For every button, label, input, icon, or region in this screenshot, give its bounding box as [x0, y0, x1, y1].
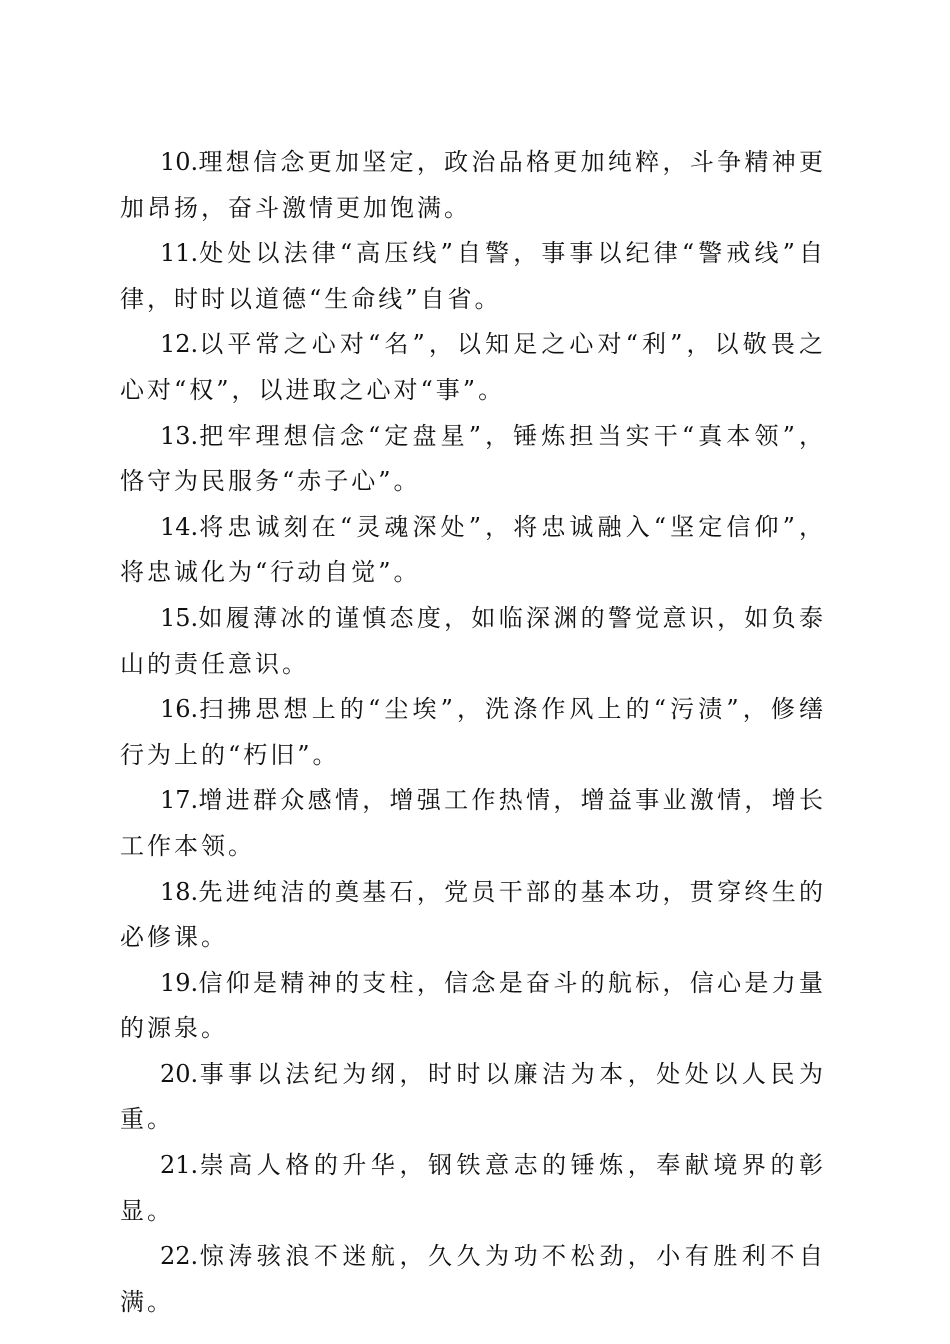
list-item	[120, 596, 826, 687]
item-number: 20.	[160, 1059, 199, 1088]
document-body	[120, 140, 826, 1325]
item-number: 15.	[160, 603, 199, 632]
item-number: 11.	[160, 239, 199, 268]
item-number: 21.	[160, 1151, 199, 1180]
item-number: 22.	[160, 1242, 199, 1271]
item-number: 10.	[160, 148, 199, 176]
item-text: 先进纯洁的奠基石，党员干部的基本功，贯穿终生的必修课。	[120, 877, 826, 952]
item-text: 将忠诚刻在“灵魂深处”，将忠诚融入“坚定信仰”，将忠诚化为“行动自觉”。	[120, 512, 826, 587]
item-text: 以平常之心对“名”，以知足之心对“利”，以敬畏之心对“权”，以进取之心对“事”。	[120, 330, 826, 404]
item-number: 14.	[160, 512, 199, 541]
item-text: 信仰是精神的支柱，信念是奋斗的航标，信心是力量的源泉。	[120, 968, 826, 1043]
item-number: 18.	[160, 877, 199, 906]
item-text: 把牢理想信念“定盘星”，锤炼担当实干“真本领”，恪守为民服务“赤子心”。	[120, 421, 826, 496]
list-item	[120, 687, 826, 778]
list-item	[120, 1234, 826, 1325]
list-item	[120, 1143, 826, 1234]
item-number: 16.	[160, 695, 199, 724]
item-text: 扫拂思想上的“尘埃”，洗涤作风上的“污渍”，修缮行为上的“朽旧”。	[120, 695, 826, 769]
item-number: 19.	[160, 968, 199, 997]
item-number: 12.	[160, 330, 199, 359]
item-number: 13.	[160, 421, 199, 450]
list-item	[120, 414, 826, 505]
list-item	[120, 870, 826, 961]
list-item	[120, 1052, 826, 1143]
item-text: 惊涛骇浪不迷航，久久为功不松劲，小有胜利不自满。	[120, 1242, 826, 1316]
list-item	[120, 140, 826, 231]
item-text: 事事以法纪为纲，时时以廉洁为本，处处以人民为重。	[120, 1059, 826, 1134]
list-item	[120, 505, 826, 596]
item-number: 17.	[160, 786, 199, 815]
list-item	[120, 231, 826, 322]
list-item	[120, 322, 826, 413]
list-item	[120, 961, 826, 1052]
item-text: 增进群众感情，增强工作热情，增益事业激情，增长工作本领。	[120, 786, 826, 860]
item-text: 如履薄冰的谨慎态度，如临深渊的警觉意识，如负泰山的责任意识。	[120, 603, 826, 678]
item-text: 崇高人格的升华，钢铁意志的锤炼，奉献境界的彰显。	[120, 1151, 826, 1225]
item-text: 处处以法律“高压线”自警，事事以纪律“警戒线”自律，时时以道德“生命线”自省。	[120, 239, 826, 313]
list-item	[120, 778, 826, 869]
item-text: 理想信念更加坚定，政治品格更加纯粹，斗争精神更加昂扬，奋斗激情更加饱满。	[120, 148, 826, 222]
